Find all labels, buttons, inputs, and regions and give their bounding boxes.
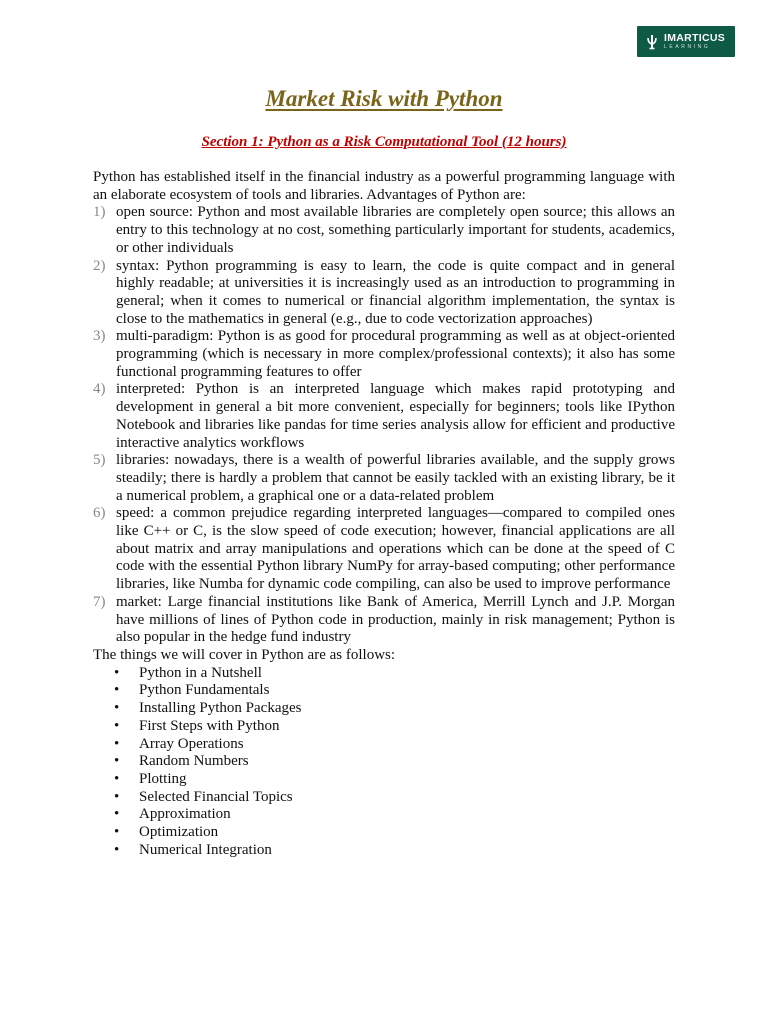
advantage-number: 7) [93,593,106,610]
advantage-text: interpreted: Python is an interpreted language which makes rapid prototyping and development in general a bit more convenient, especially for beginners; tools like IPython Notebook and libraries like pandas for time series analysis allow for efficient and productive interactive analytics workflows [116,381,675,451]
topics-list [93,665,675,860]
logo-tree-icon [645,33,659,51]
advantage-item [93,328,675,381]
advantage-number: 6) [93,505,106,522]
logo-text [664,33,725,51]
advantage-item [93,594,675,647]
advantage-number: 5) [93,452,106,469]
advantage-number: 4) [93,381,106,398]
topic-item: • Selected Financial Topics [139,789,675,807]
page-title: Market Risk with Python [265,86,503,111]
section-heading: Section 1: Python as a Risk Computational Tool (12 hours) [201,134,567,150]
topic-item: • Python Fundamentals [139,682,675,700]
logo-name: IMARTICUS [664,31,726,44]
topic-item: • Plotting [139,771,675,789]
logo-subtitle: LEARNING [664,44,711,51]
topic-item: • Installing Python Packages [139,700,675,718]
topic-item: • Numerical Integration [139,842,675,860]
advantage-item [93,452,675,505]
advantage-item [93,258,675,329]
topic-item: • Array Operations [139,736,675,754]
topics-intro: The things we will cover in Python are as follows: [93,646,396,663]
topic-item: • Random Numbers [139,753,675,771]
advantage-item [93,204,675,257]
advantage-number: 2) [93,257,106,274]
document-body [93,169,675,859]
advantage-item [93,381,675,452]
advantage-text: market: Large financial institutions like Bank of America, Merrill Lynch and J.P. Morgan have millions of lines of Python code in production, mainly in risk management; Python is also popular in the hedge fund industry [116,593,675,646]
topic-item: • Python in a Nutshell [139,665,675,683]
advantage-number: 3) [93,328,106,345]
advantages-list [93,204,675,647]
advantage-text: speed: a common prejudice regarding interpreted languages—compared to compiled ones like C++ or C, is the slow speed of code execution; however, financial applications are all about matrix and array manipulations and operations which can be done at the speed of C code with the essential Python library NumPy for array-based computing; other performance libraries, like Numba for dynamic code compiling, can also be used to improve performance [116,505,675,593]
topic-item: • First Steps with Python [139,718,675,736]
advantage-text: libraries: nowadays, there is a wealth of powerful libraries available, and the supply grows steadily; there is hardly a problem that cannot be easily tackled with an existing library, be it a numerical problem, a graphical one or a data-related problem [116,452,675,504]
advantage-number: 1) [93,204,106,221]
advantage-text: open source: Python and most available libraries are completely open source; this allows an entry to this technology at no cost, something particularly important for students, academics, or other individuals [116,204,675,256]
advantage-text: multi-paradigm: Python is as good for procedural programming as well as at object-oriented programming (which is necessary in more complex/professional contexts); it also has some functional programming features to offer [116,328,675,380]
topic-item: • Approximation [139,806,675,824]
advantage-text: syntax: Python programming is easy to learn, the code is quite compact and in general highly readable; at universities it is increasingly used as an introduction to programming in general; when it comes to numerical or financial algorithm implementation, the syntax is close to the mathematics in general (e.g., due to code vectorization approaches) [116,257,675,327]
imarticus-logo [637,26,735,57]
advantage-item [93,505,675,594]
intro-paragraph: Python has established itself in the financial industry as a powerful programming language with an elaborate ecosystem of tools and libraries. Advantages of Python are: [93,169,675,203]
topic-item: • Optimization [139,824,675,842]
